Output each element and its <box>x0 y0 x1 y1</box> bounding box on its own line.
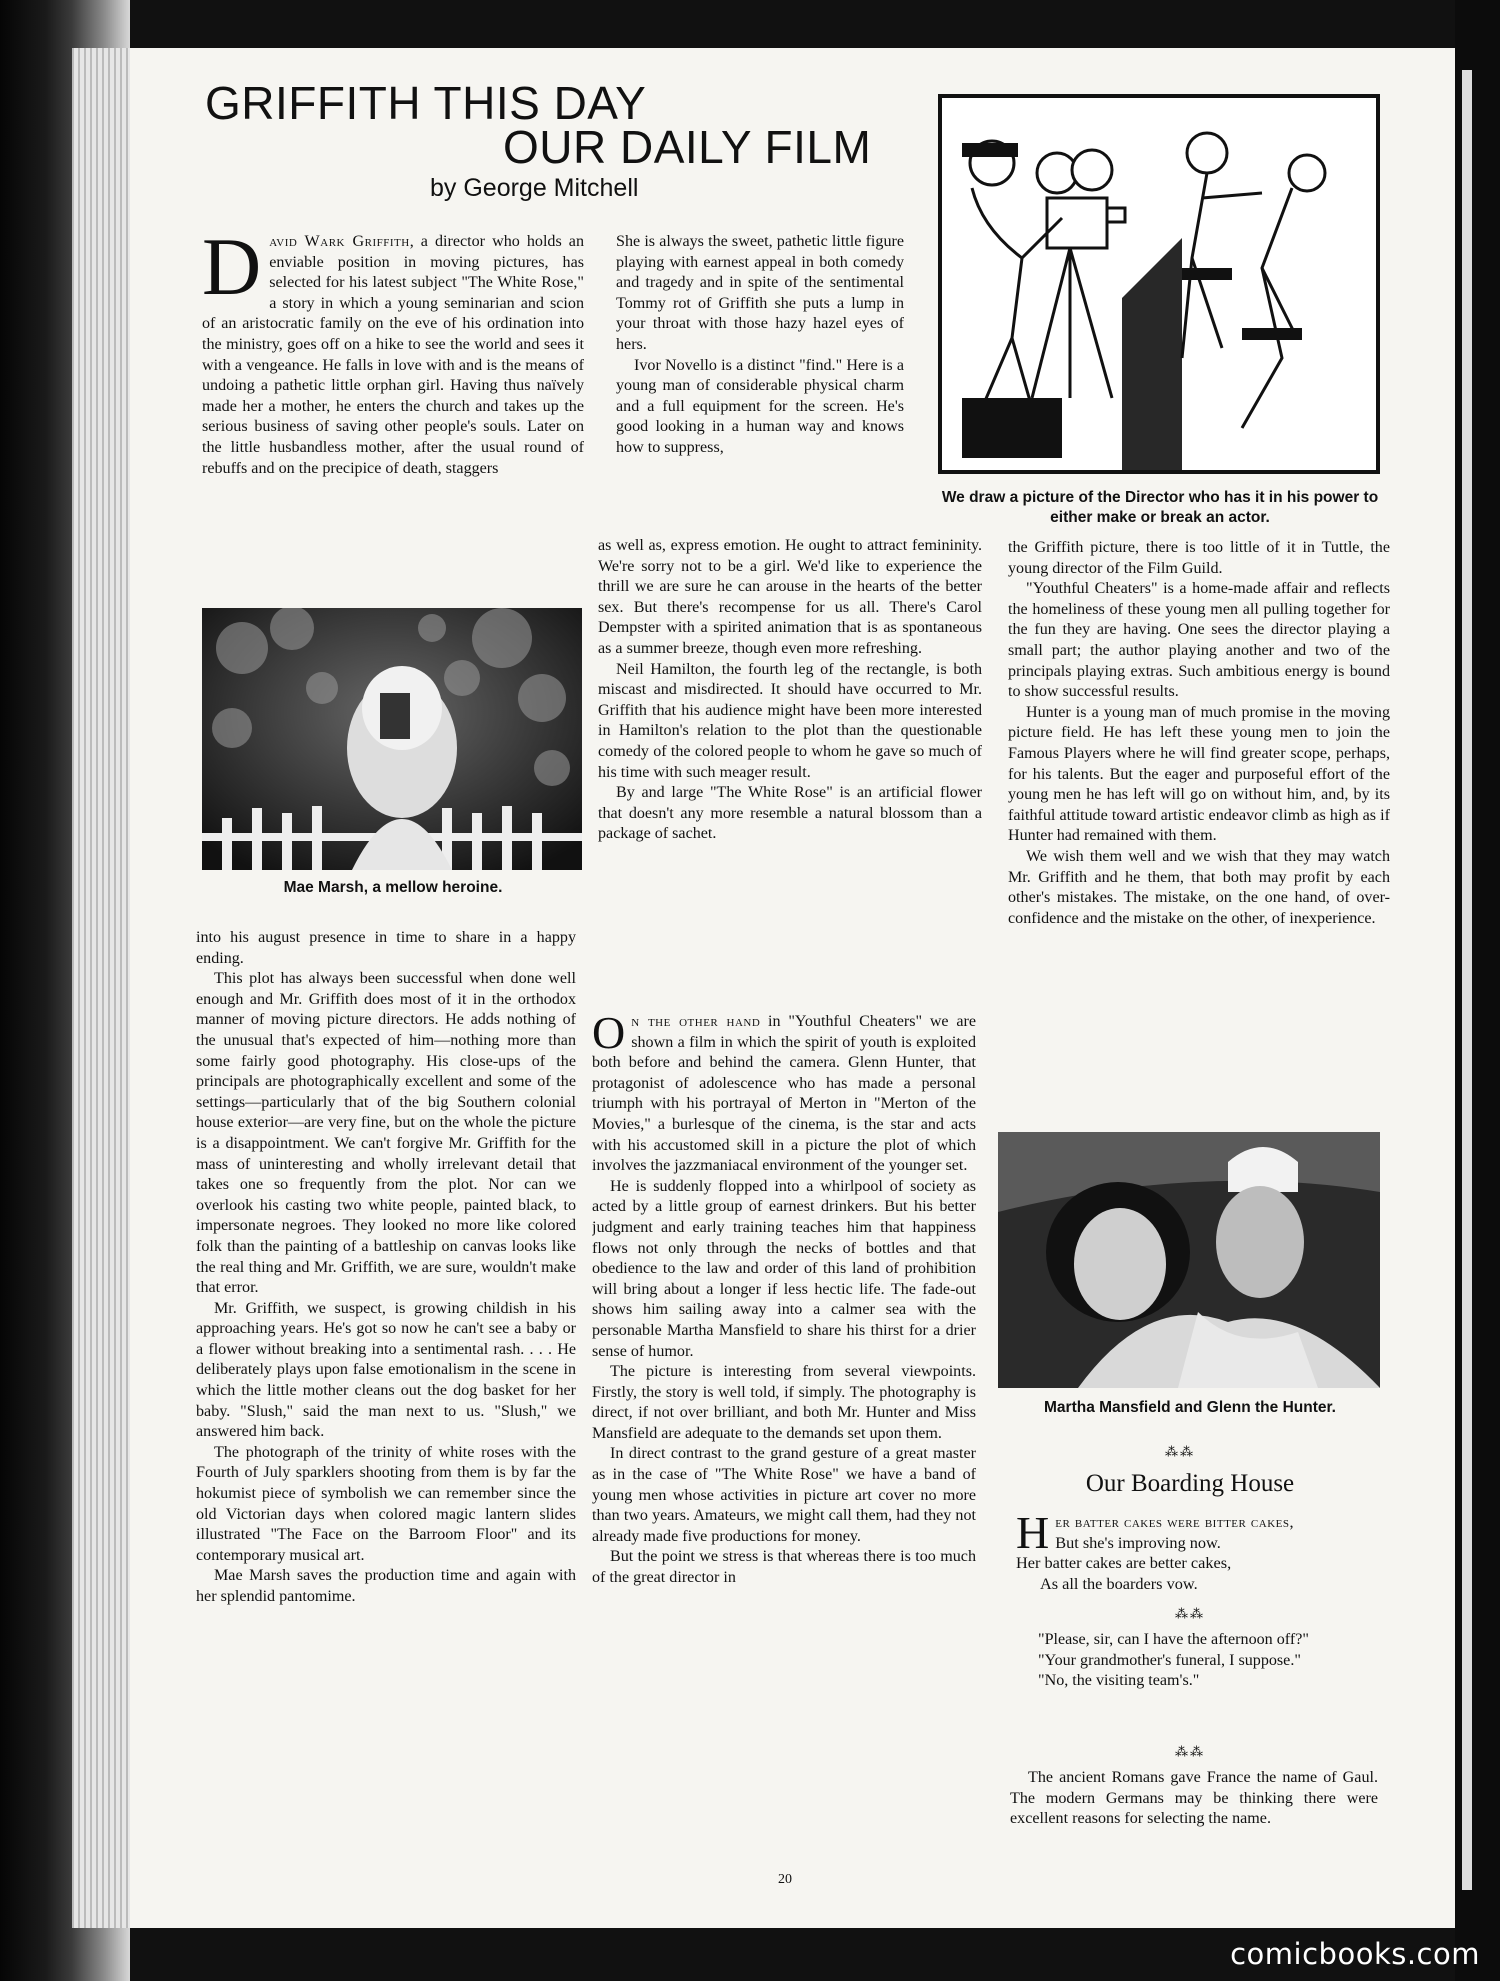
poem-line: As all the boarders vow. <box>1040 1573 1198 1593</box>
article-col2-mid <box>598 536 982 986</box>
paragraph: He is suddenly flopped into a whirlpool of society as acted by a little group of earnest drinkers. But his better judgment and early training teaches him that happiness flows not only through the necks of bottles and that obedience to the law and order of this land of prohibition will bring about a longer if less hectic life. The fade-out shows him sailing away into a calmer sea with the personable Martha Mansfield to share his thirst for a drier sense of humor. <box>592 1177 976 1360</box>
paragraph: "Please, sir, can I have the afternoon off?" <box>1038 1631 1309 1648</box>
poem-line: But she's improving now. <box>1055 1532 1221 1552</box>
mansfield-hunter-photo <box>998 1132 1380 1388</box>
byline: by George Mitchell <box>430 174 639 202</box>
filler-title: Our Boarding House <box>1085 1470 1295 1497</box>
lead-smallcaps: n the other hand <box>631 1013 761 1030</box>
mansfield-hunter-photo-art <box>998 1132 1380 1388</box>
page-edges <box>72 48 132 1928</box>
watermark: comicbooks.com <box>1230 1937 1480 1971</box>
mae-marsh-photo <box>202 608 582 870</box>
paragraph: "Your grandmother's funeral, I suppose." <box>1038 1651 1301 1669</box>
dropcap-d: D <box>202 232 262 312</box>
headline-line-2: OUR DAILY FILM <box>503 121 872 173</box>
ornament-stars: ⁂⁂ <box>1175 1606 1205 1621</box>
paragraph: We wish them well and we wish that they may watch Mr. Griffith and he them, that both may profit by each other's mistakes. The mistake, on the one hand, of over-confidence and the mistake on the other, of inexperience. <box>1008 847 1390 927</box>
ornament-stars: ⁂⁂ <box>1165 1444 1195 1459</box>
paragraph: By and large "The White Rose" is an artificial flower that doesn't any more resemble a natural blossom than a package of sachet. <box>598 784 982 843</box>
lead-text: in "Youthful Cheaters" we are shown a film in which the spirit of youth is exploited both before and behind the camera. Glenn Hunter, that protagonist of adolescence who has made a personal triumph with his portrayal of Merton in "Merton of the Movies," a burlesque of the cinema, is the star and acts with his accustomed skill in a picture the plot of which involves the jazzmaniacal environment of the younger set. <box>592 1013 976 1175</box>
paragraph: "Youthful Cheaters" is a home-made affair and reflects the homeliness of these young men all pulling together for the fun they are having. One sees the director playing a small part; the author playing another and two of the principals playing extras. Such ambitious energy is bound to show successful results. <box>1008 580 1390 701</box>
paragraph: Hunter is a young man of much promise in the moving picture field. He has left these young men to join the Famous Players where he will find greater scope, perhaps, for his talents. But the eager and purposeful effort of the young men he has left will go on without him, and, by its faithful attitude toward artistic endeavor climb as high as if Hunter had remained with them. <box>1008 703 1390 845</box>
article-col1-bottom <box>196 928 576 1858</box>
paragraph: Neil Hamilton, the fourth leg of the rectangle, is both miscast and misdirected. It should have occurred to Mr. Griffith that his audience might have been more interested in Hamilton's relation to the plot than the questionable comedy of the colored people to whom he gave so much of his time with such meager result. <box>598 660 982 781</box>
mae-marsh-photo-art <box>202 608 582 870</box>
caption-mansfield-hunter: Martha Mansfield and Glenn the Hunter. <box>1044 1399 1336 1416</box>
article-col2-top <box>616 232 904 534</box>
paragraph: Mr. Griffith, we suspect, is growing childish in his approaching years. He's got so now he can't see a baby or a flower without breaking into a sentimental rash. . . . He deliberately plays upon false emotionalism in the scene in which the little mother cleans out the dog basket for her baby. "Slush," said the man next to us. "Slush," we answered him back. <box>196 1299 576 1441</box>
boarding-house-poem <box>1016 1507 1386 1594</box>
caption-cartoon: We draw a picture of the Director who has it in his power to either make or break an actor. <box>941 489 1379 526</box>
ornament-stars: ⁂⁂ <box>1175 1744 1205 1759</box>
paragraph: This plot has always been successful when done well enough and Mr. Griffith does most of it in the orthodox manner of moving picture directors. He adds nothing of the unusual that's expected of him—nothing more than some fairly good photography. His close-ups of the principals are photographically excellent and some of the settings—particularly that of the big Southern colonial house exterior—are very fine, but on the whole the picture is a disappointment. We can't forgive Mr. Griffith for the mass of uninteresting and wholly irrelevant detail that takes one so frequently from the plot. Nor can we overlook his casting two white people, painted black, to impersonate negroes. They looked no more like colored folk than the painting of a battleship on canvas looks like the real thing and Mr. Griffith, we are sure, wouldn't make that error. <box>196 970 576 1297</box>
closing-note <box>1010 1768 1378 1830</box>
dropcap-h: H <box>1016 1507 1050 1558</box>
paragraph: the Griffith picture, there is too little of it in Tuttle, the young director of the Film Guild. <box>1008 539 1390 577</box>
lead-smallcaps: avid Wark Griffith <box>269 233 410 250</box>
paragraph: as well as, express emotion. He ought to attract femininity. We're sorry not to be a girl. We'd like to experience the thrill we are sure he can arouse in the hearts of the better sex. But there's recompense for us all. There's Carol Dempster with a spirited animation that is as spontaneous as a summer breeze, though even more refreshing. <box>598 537 982 657</box>
paragraph: She is always the sweet, pathetic little figure playing with earnest appeal in both comedy and tragedy and in spite of the sentimental Tommy rot of Griffith she puts a lump in your throat with those hazy hazel eyes of hers. <box>616 233 904 353</box>
director-cartoon <box>938 94 1380 474</box>
poem-line: Her batter cakes are better cakes, <box>1016 1553 1232 1573</box>
dropcap-o: O <box>592 1012 626 1058</box>
headline-line-1: GRIFFITH THIS DAY <box>205 77 647 129</box>
paragraph: The photograph of the trinity of white roses with the Fourth of July sparklers shooting from them is by far the hokumist piece of symbolish we can remember since the old Victorian days when colored magic lantern slides illustrated "The Face on the Barroom Floor" and its contemporary musical art. <box>196 1443 576 1564</box>
lead-text: , a director who holds an enviable position in moving pictures, has selected for his latest subject "The White Rose," a story in which a young seminarian and scion of an aristocratic family on the eve of his ordination into the ministry, goes off on a hike to see the world and sees it with a vengeance. He falls in love with and is the means of undoing a pathetic little orphan girl. Having thus naïvely made her a mother, he enters the church and takes up the serious business of saving other people's souls. Later on the little husbandless mother, after the usual round of rebuffs and on the precipice of death, staggers <box>202 233 584 477</box>
paragraph: The ancient Romans gave France the name of Gaul. The modern Germans may be thinking there were excellent reasons for selecting the name. <box>1010 1769 1378 1828</box>
article-col1-top <box>202 232 584 602</box>
paragraph: Mae Marsh saves the production time and again with her splendid pantomime. <box>196 1567 576 1605</box>
paragraph: Ivor Novello is a distinct "find." Here is a young man of considerable physical charm and a full equipment for the screen. He's good looking in a human way and knows how to suppress, <box>616 356 904 456</box>
director-cartoon-art <box>942 98 1376 470</box>
article-col2-bottom <box>592 1012 976 1858</box>
paragraph: into his august presence in time to share in a happy ending. <box>196 929 576 967</box>
caption-mae-marsh: Mae Marsh, a mellow heroine. <box>283 879 503 896</box>
paragraph: But the point we stress is that whereas there is too much of the great director in <box>592 1548 976 1587</box>
poem-line: er batter cakes were bitter cakes, <box>1055 1512 1295 1531</box>
paragraph: "No, the visiting team's." <box>1038 1672 1200 1690</box>
article-col3 <box>1008 538 1390 1122</box>
paragraph: In direct contrast to the grand gesture of a great master as in the case of "The White Rose" we have a band of young men whose activities in picture art cover no more than two years. Amateurs, we might call them, had they not already made five productions for money. <box>592 1445 976 1545</box>
paragraph: The picture is interesting from several viewpoints. Firstly, the story is well told, if simply. The photography is direct, if not over brilliant, and both Mr. Hunter and Miss Mansfield are adequate to the demands set upon them. <box>592 1363 976 1442</box>
next-page-edge <box>1462 70 1472 1890</box>
boarding-house-joke <box>1020 1630 1380 1692</box>
page-number: 20 <box>778 1872 792 1887</box>
